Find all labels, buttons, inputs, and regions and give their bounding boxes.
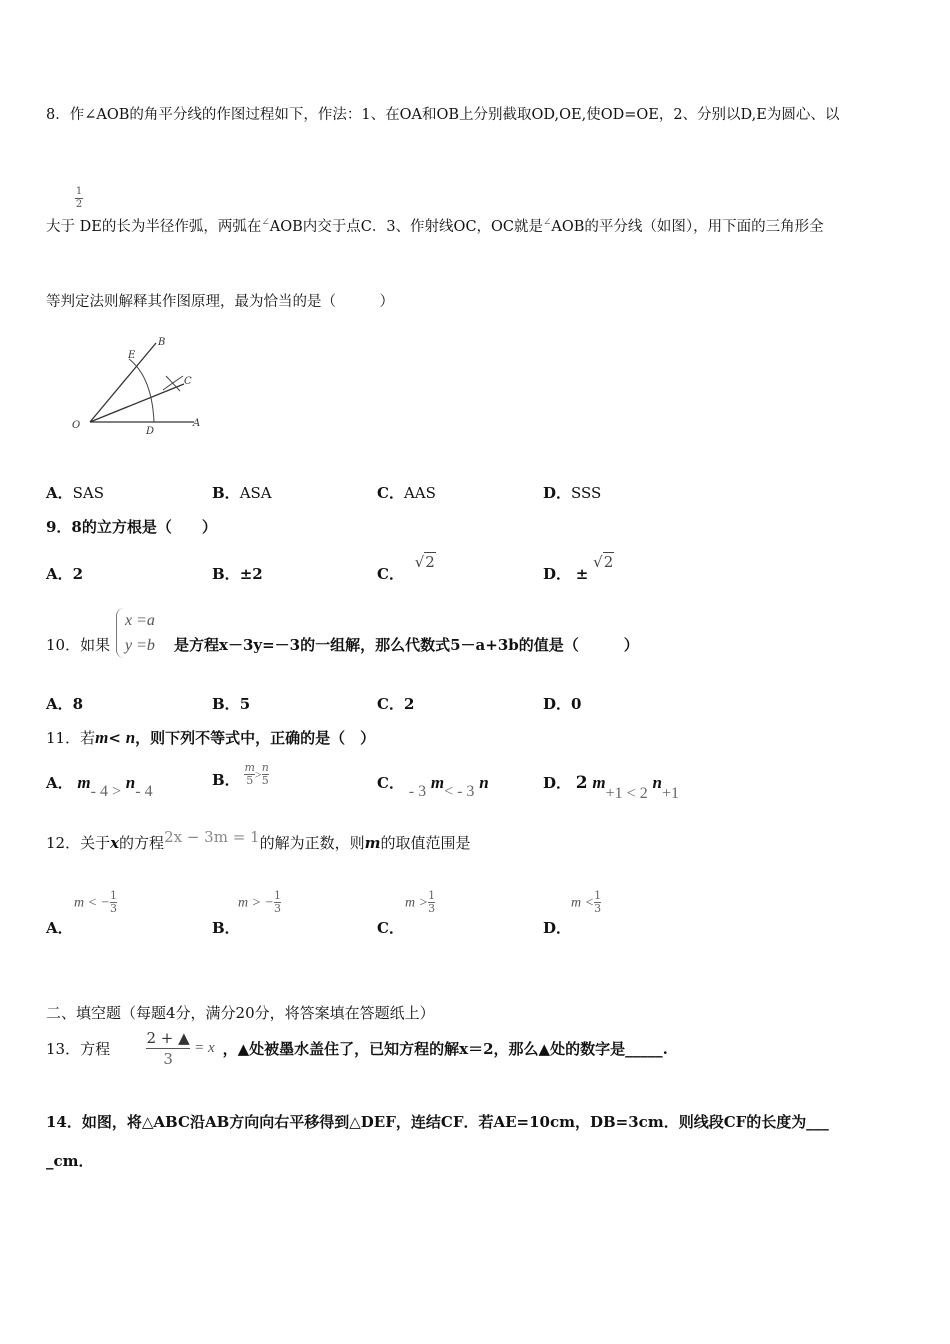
q13-line: 13．方程 2 + ▲ 3 = x ，▲处被墨水盖住了，已知方程的解x＝2，那么▲处的数字是_____.: [46, 1029, 668, 1068]
q9-option-b[interactable]: B．±2: [212, 565, 263, 583]
q14-line1: 14．如图，将△ABC沿AB方向向右平移得到△DEF，连结CF．若AE=10cm，DB=3cm．则线段CF的长度为___: [46, 1113, 829, 1131]
q12-expr-b: m > − $\frac{1}{3}$: [238, 889, 282, 915]
q8-line2-b: AOB内交于点C．3、作射线OC，OC就是: [269, 219, 544, 235]
half-denominator: 2: [75, 199, 83, 210]
label-b: B: [158, 337, 166, 348]
q11-option-c[interactable]: C． - 3 m< - 3 n: [377, 773, 489, 800]
sqrt-2-d: √2: [593, 553, 614, 571]
q8-line2: [46, 215, 824, 236]
q10-stem: 是方程x－3y=－3的一组解，那么代数式5－a+3b的值是（ ）: [174, 636, 639, 654]
q12-equation: 2x − 3m = 1: [164, 828, 260, 846]
q10-option-d[interactable]: D．0: [543, 695, 582, 713]
q12-expr-a: m < − $\frac{1}{3}$: [74, 889, 118, 915]
section-2-heading: 二、填空题（每题4分，满分20分，将答案填在答题纸上）: [46, 1004, 435, 1022]
q12-stem: 12．关于x的方程2x − 3m = 1的解为正数，则m的取值范围是: [46, 828, 471, 852]
half-fraction: [75, 186, 83, 211]
q9-option-d[interactable]: D． ± √2: [543, 553, 614, 583]
q10-option-c[interactable]: C．2: [377, 695, 415, 713]
q11-option-d[interactable]: D． 2 m+1 < 2 n+1: [543, 773, 679, 802]
angle-symbol-1: ∠: [261, 217, 270, 229]
arc-de: [129, 359, 154, 422]
q8-line2-c: AOB的平分线（如图），用下面的三角形全: [551, 219, 824, 235]
q12-option-d[interactable]: m < $\frac{1}{3}$ D．: [543, 889, 602, 937]
q9-option-a[interactable]: A．2: [46, 565, 84, 583]
q12-expr-c: m > $\frac{1}{3}$: [405, 889, 436, 915]
label-o: O: [72, 420, 81, 431]
q8-option-c[interactable]: C．AAS: [377, 484, 436, 502]
label-a: A: [193, 418, 201, 429]
q8-option-a[interactable]: A．SAS: [46, 484, 105, 502]
q8-option-b[interactable]: B．ASA: [212, 484, 272, 502]
half-numerator: 1: [75, 186, 83, 197]
q11-stem: 11．若m< n，则下列不等式中，正确的是（ ）: [46, 728, 376, 747]
angle-bisector-figure: [66, 333, 216, 443]
q9-option-c[interactable]: C． √2: [377, 553, 435, 583]
q8-option-d[interactable]: D．SSS: [543, 484, 602, 502]
q11-option-b[interactable]: B． $\frac{m}{5}$ > $\frac{n}{5}$: [212, 761, 269, 789]
system-eq-1: x =a: [125, 612, 155, 629]
frac-n-over-5: $\frac{n}{5}$: [261, 761, 269, 787]
label-d: D: [146, 426, 155, 437]
q9-stem: 9．8的立方根是（ ）: [46, 518, 217, 536]
sqrt-2-c: √2: [414, 553, 435, 571]
ray-oc: [90, 384, 184, 422]
q8-line1: 8．作∠AOB的角平分线的作图过程如下，作法：1、在OA和OB上分别截取OD,OE,使OD=OE，2、分别以D,E为圆心、以: [46, 107, 840, 123]
q11-option-a[interactable]: A． m- 4 > n- 4: [46, 773, 153, 800]
q12-option-b[interactable]: m > − $\frac{1}{3}$ B．: [212, 889, 282, 937]
q14-line2: _cm．: [46, 1152, 94, 1170]
label-c: C: [184, 376, 192, 387]
system-eq-2: y =b: [125, 637, 155, 654]
q12-option-a[interactable]: m < − $\frac{1}{3}$ A．: [46, 889, 118, 937]
q13-fraction: 2 + ▲ 3: [146, 1029, 190, 1068]
q8-line2-a: 大于 DE的长为半径作弧，两弧在: [46, 219, 262, 235]
q10-option-b[interactable]: B．5: [212, 695, 251, 713]
q10-option-a[interactable]: A．8: [46, 695, 84, 713]
q10-prefix: 10．如果: [46, 636, 111, 654]
q10-system: [116, 608, 155, 658]
frac-m-over-5: $\frac{m}{5}$: [244, 761, 255, 787]
q12-option-c[interactable]: m > $\frac{1}{3}$ C．: [377, 889, 436, 937]
q8-line3: 等判定法则解释其作图原理，最为恰当的是（ ）: [46, 294, 394, 310]
label-e: E: [128, 350, 136, 361]
q12-expr-d: m < $\frac{1}{3}$: [571, 889, 602, 915]
angle-symbol-2: ∠: [543, 217, 552, 229]
